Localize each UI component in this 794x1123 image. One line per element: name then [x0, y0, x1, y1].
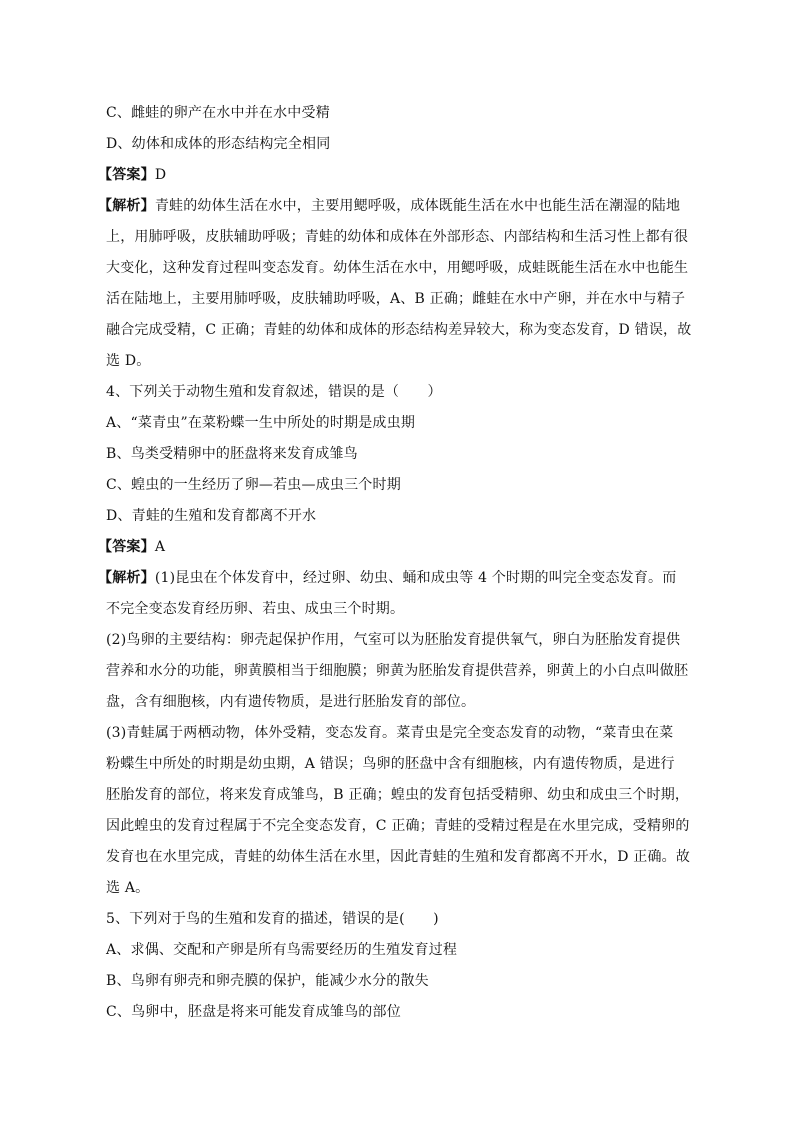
q4-analysis-line-7: 粉蝶生中所处的时期是幼虫期，A 错误；鸟卵的胚盘中含有细胞核，内有遗传物质，是进行: [106, 756, 675, 772]
q4-analysis-line-11: 选 A。: [106, 880, 150, 896]
q4-option-c: C、蝗虫的一生经历了卵—若虫—成虫三个时期: [106, 477, 401, 493]
analysis-label: 【解析】: [98, 570, 155, 586]
q4-analysis-line-8: 胚胎发育的部位，将来发育成雏鸟，B 正确；蝗虫的发育包括受精卵、幼虫和成虫三个时期，: [106, 787, 690, 803]
answer-label: 【答案】: [98, 167, 155, 183]
q3-option-d: D、幼体和成体的形态结构完全相同: [106, 136, 331, 152]
q3-analysis-line-4: 活在陆地上，主要用肺呼吸，皮肤辅助呼吸，A、B 正确；雌蛙在水中产卵，并在水中与精子: [106, 291, 686, 307]
analysis-text: (1)昆虫在个体发育中，经过卵、幼虫、蛹和成虫等 4 个时期的叫完全变态发育。而: [154, 570, 677, 586]
q3-analysis-line-2: 上，用肺呼吸，皮肤辅助呼吸；青蛙的幼体和成体在外部形态、内部结构和生活习性上都有很: [106, 229, 689, 245]
q4-analysis-line-4: 营养和水分的功能，卵黄膜相当于细胞膜；卵黄为胚胎发育提供营养，卵黄上的小白点叫做胚: [106, 663, 689, 679]
q4-analysis-line-1: [98, 563, 686, 594]
q3-analysis-line-1: [98, 191, 686, 222]
q3-answer: [98, 160, 686, 191]
q5-stem: 5、下列对于鸟的生殖和发育的描述，错误的是( ): [106, 911, 439, 927]
answer-value: D: [154, 167, 167, 183]
q5-option-a: A、求偶、交配和产卵是所有鸟需要经历的生殖发育过程: [106, 942, 458, 958]
q3-analysis-line-5: 融合完成受精，C 正确；青蛙的幼体和成体的形态结构差异较大，称为变态发育，D 错误，故: [106, 322, 692, 338]
analysis-text: 青蛙的幼体生活在水中，主要用鳃呼吸，成体既能生活在水中也能生活在潮湿的陆地: [154, 198, 681, 214]
q3-option-c: C、雌蛙的卵产在水中并在水中受精: [106, 105, 330, 121]
answer-value: A: [154, 539, 166, 555]
q5-option-b: B、鸟卵有卵壳和卵壳膜的保护，能减少水分的散失: [106, 973, 429, 989]
q4-analysis-line-10: 发育也在水里完成，青蛙的幼体生活在水里，因此青蛙的生殖和发育都离不开水，D 正确。故: [106, 849, 691, 865]
q5-option-c: C、鸟卵中，胚盘是将来可能发育成雏鸟的部位: [106, 1004, 401, 1020]
q4-answer: [98, 532, 686, 563]
q4-analysis-line-9: 因此蝗虫的发育过程属于不完全变态发育，C 正确；青蛙的受精过程是在水里完成，受精卵的: [106, 818, 690, 834]
q4-option-d: D、青蛙的生殖和发育都离不开水: [106, 508, 317, 524]
q3-analysis-line-6: 选 D。: [106, 353, 151, 369]
q4-stem: 4、下列关于动物生殖和发育叙述，错误的是（ ）: [106, 384, 442, 400]
q4-analysis-line-3: (2)鸟卵的主要结构：卵壳起保护作用，气室可以为胚胎发育提供氧气，卵白为胚胎发育提供: [106, 632, 681, 648]
q4-option-a: A、“菜青虫”在菜粉蝶一生中所处的时期是成虫期: [106, 415, 416, 431]
q3-analysis-line-3: 大变化，这种发育过程叫变态发育。幼体生活在水中，用鳃呼吸，成蛙既能生活在水中也能生: [106, 260, 689, 276]
answer-label: 【答案】: [98, 539, 155, 555]
analysis-label: 【解析】: [98, 198, 155, 214]
q4-option-b: B、鸟类受精卵中的胚盘将来发育成雏鸟: [106, 446, 358, 462]
q4-analysis-line-2: 不完全变态发育经历卵、若虫、成虫三个时期。: [106, 601, 405, 617]
document-page: [98, 98, 692, 1028]
q4-analysis-line-5: 盘，含有细胞核，内有遗传物质，是进行胚胎发育的部位。: [106, 694, 476, 710]
q4-analysis-line-6: (3)青蛙属于两栖动物，体外受精，变态发育。菜青虫是完全变态发育的动物，“菜青虫在菜: [106, 725, 674, 741]
